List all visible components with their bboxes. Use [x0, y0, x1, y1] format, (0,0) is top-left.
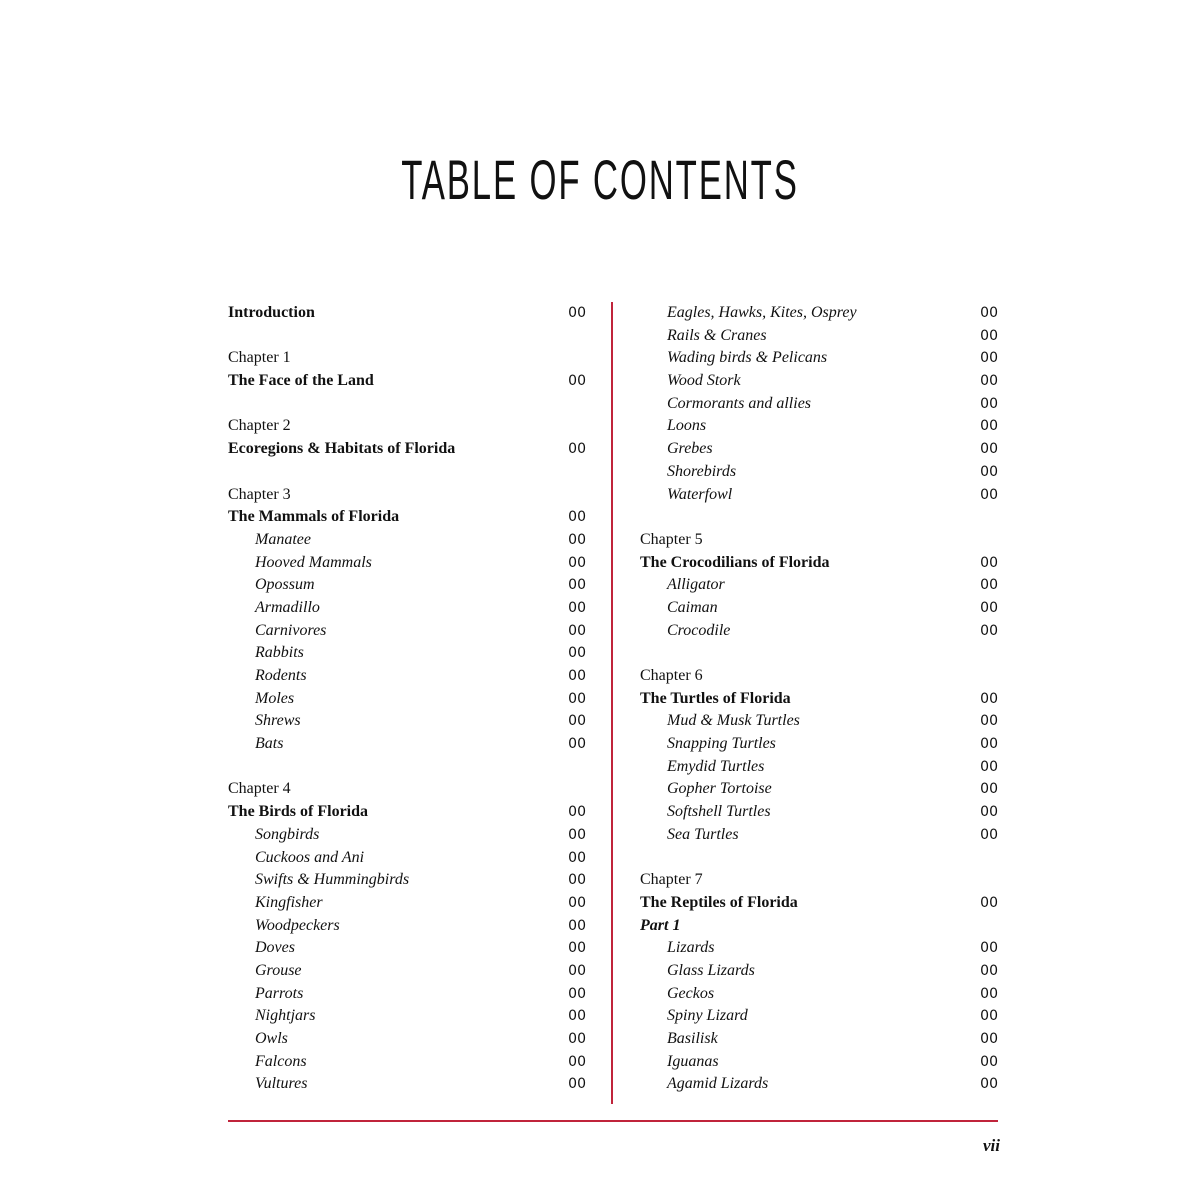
toc-entry[interactable]	[228, 665, 588, 688]
toc-entry-title: Spiny Lizard	[667, 1007, 748, 1025]
toc-entry[interactable]	[640, 325, 1000, 348]
toc-entry-title: Rails & Cranes	[667, 326, 767, 344]
toc-page-number: 00	[980, 758, 998, 775]
toc-page-number: 00	[568, 645, 586, 662]
toc-entry[interactable]	[640, 370, 1000, 393]
toc-entry-title: Ecoregions & Habitats of Florida	[228, 440, 456, 458]
toc-page-number: 00	[980, 894, 998, 911]
toc-entry[interactable]	[640, 484, 1000, 507]
toc-page-number: 00	[568, 554, 586, 571]
toc-entry-title: Swifts & Hummingbirds	[255, 871, 410, 889]
toc-entry-title: Loons	[667, 417, 707, 435]
toc-entry[interactable]	[640, 1051, 1000, 1074]
toc-page-number: 00	[568, 872, 586, 889]
toc-entry-title: Cormorants and allies	[667, 394, 812, 412]
toc-entry-title: Glass Lizards	[667, 961, 755, 979]
toc-entry-title: Lizards	[667, 939, 715, 957]
toc-page-number: 00	[980, 1076, 998, 1093]
toc-entry[interactable]	[228, 1028, 588, 1051]
toc-entry-title: Songbirds	[255, 825, 320, 843]
section-gap	[640, 506, 1000, 529]
toc-entry[interactable]	[640, 733, 1000, 756]
toc-page-number: 00	[980, 713, 998, 730]
toc-page-number: 00	[568, 599, 586, 616]
toc-page-number: 00	[980, 395, 998, 412]
toc-heading[interactable]	[640, 688, 1000, 711]
toc-page-number: 00	[568, 826, 586, 843]
toc-entry[interactable]	[228, 597, 588, 620]
toc-entry-title: Moles	[255, 689, 295, 707]
toc-entry[interactable]	[640, 393, 1000, 416]
toc-entry-title: Wading birds & Pelicans	[667, 349, 828, 367]
toc-page-number: 00	[568, 917, 586, 934]
toc-entry[interactable]	[640, 302, 1000, 325]
toc-entry-title: Crocodile	[667, 621, 731, 639]
toc-entry-title: Owls	[255, 1030, 288, 1047]
toc-entry-title: Opossum	[255, 576, 315, 594]
toc-page-number: 00	[568, 736, 586, 753]
toc-entry-title: Vultures	[255, 1075, 308, 1093]
toc-part-label[interactable]	[640, 915, 1000, 938]
toc-page-number: 00	[568, 305, 586, 321]
toc-page-number: 00	[980, 690, 998, 707]
toc-chapter-label[interactable]	[228, 778, 588, 801]
toc-entry[interactable]	[640, 960, 1000, 983]
toc-entry[interactable]	[228, 983, 588, 1006]
toc-entry[interactable]	[640, 347, 1000, 370]
toc-entry-title: Carnivores	[255, 621, 327, 639]
toc-entry[interactable]	[228, 915, 588, 938]
toc-entry-title: Waterfowl	[667, 485, 733, 503]
toc-page-number: 00	[980, 781, 998, 798]
toc-page-number: 00	[568, 985, 586, 1002]
toc-page-number: 00	[980, 985, 998, 1002]
toc-page-number: 00	[980, 350, 998, 367]
toc-entry-title: The Mammals of Florida	[228, 508, 400, 526]
toc-entry-title: Kingfisher	[255, 893, 323, 911]
toc-entry[interactable]	[228, 620, 588, 643]
toc-right-column	[640, 302, 1000, 1096]
toc-chapter-label[interactable]	[228, 484, 588, 507]
toc-page-number: 00	[980, 622, 998, 639]
toc-entry-title: Softshell Turtles	[667, 803, 771, 821]
toc-heading[interactable]	[640, 892, 1000, 915]
toc-page-number: 00	[980, 373, 998, 390]
toc-entry-title: Chapter 1	[228, 349, 291, 367]
toc-entry-title: Woodpeckers	[255, 916, 340, 934]
toc-entry[interactable]	[228, 1005, 588, 1028]
toc-heading[interactable]	[228, 438, 588, 461]
toc-page-number: 00	[568, 1076, 586, 1093]
toc-entry[interactable]	[640, 574, 1000, 597]
toc-entry-title: Chapter 6	[640, 667, 703, 684]
toc-entry[interactable]	[228, 824, 588, 847]
toc-entry-title: Agamid Lizards	[667, 1075, 769, 1093]
toc-page-number: 00	[980, 577, 998, 594]
toc-page-number: 00	[568, 804, 586, 821]
toc-entry-title: The Turtles of Florida	[640, 689, 791, 707]
toc-entry[interactable]	[228, 642, 588, 665]
toc-page-number: 00	[568, 1031, 586, 1047]
toc-page-number: 00	[980, 940, 998, 957]
column-divider	[611, 302, 613, 1104]
toc-page-number: 00	[568, 962, 586, 979]
toc-page-number: 00	[980, 1008, 998, 1025]
toc-page-number: 00	[568, 1053, 586, 1070]
toc-entry-title: Rabbits	[255, 644, 304, 662]
toc-entry[interactable]	[228, 1073, 588, 1096]
toc-entry[interactable]	[228, 1051, 588, 1074]
toc-entry[interactable]	[228, 710, 588, 733]
toc-entry-title: Parrots	[255, 984, 304, 1002]
toc-page-number: 00	[980, 418, 998, 435]
toc-page-number: 00	[568, 713, 586, 730]
toc-entry[interactable]	[228, 529, 588, 552]
toc-heading[interactable]	[640, 552, 1000, 575]
toc-page-number: 00	[568, 577, 586, 594]
toc-entry-title: Chapter 5	[640, 530, 703, 548]
toc-heading[interactable]	[228, 302, 588, 325]
footer-rule	[228, 1120, 998, 1122]
toc-entry-title: Introduction	[228, 304, 315, 321]
section-gap	[228, 461, 588, 484]
page-title: TABLE OF CONTENTS	[401, 148, 799, 211]
toc-page-number: 00	[568, 509, 586, 526]
toc-entry[interactable]	[228, 960, 588, 983]
toc-page-number: 00	[980, 962, 998, 979]
toc-page-number: 00	[980, 1053, 998, 1070]
toc-page-number: 00	[980, 441, 998, 458]
toc-page-number: 00	[568, 373, 586, 390]
toc-entry-title: Cuckoos and Ani	[255, 848, 365, 866]
section-gap	[640, 847, 1000, 870]
toc-page-number: 00	[568, 849, 586, 866]
toc-entry[interactable]	[640, 620, 1000, 643]
toc-entry[interactable]	[640, 415, 1000, 438]
toc-entry[interactable]	[640, 710, 1000, 733]
toc-entry-title: Mud & Musk Turtles	[667, 712, 800, 730]
toc-entry[interactable]	[640, 438, 1000, 461]
toc-page-number: 00	[980, 486, 998, 503]
toc-page-number: 00	[980, 736, 998, 753]
toc-entry-title: The Reptiles of Florida	[640, 893, 798, 911]
toc-entry[interactable]	[228, 552, 588, 575]
toc-entry-title: Chapter 2	[228, 417, 291, 435]
toc-chapter-label[interactable]	[228, 415, 588, 438]
toc-entry-title: Shorebirds	[667, 462, 737, 480]
toc-page-number: 00	[568, 894, 586, 911]
section-gap	[640, 642, 1000, 665]
toc-heading[interactable]	[228, 801, 588, 824]
toc-entry[interactable]	[640, 778, 1000, 801]
toc-entry-title: Part 1	[640, 916, 681, 934]
toc-page-number: 00	[568, 668, 586, 684]
toc-entry-title: Alligator	[667, 576, 725, 594]
toc-page-number: 00	[980, 826, 998, 843]
toc-page-number: 00	[568, 690, 586, 707]
toc-entry[interactable]	[640, 801, 1000, 824]
toc-page-number: 00	[980, 463, 998, 480]
toc-entry-title: Doves	[255, 939, 295, 957]
toc-page-number: 00	[980, 804, 998, 821]
toc-page-number: 00	[980, 327, 998, 344]
toc-entry[interactable]	[640, 824, 1000, 847]
toc-page-number: 00	[568, 1008, 586, 1025]
toc-entry[interactable]	[640, 461, 1000, 484]
toc-page-number: 00	[568, 531, 586, 548]
toc-entry-title: Gopher Tortoise	[667, 780, 772, 798]
toc-heading[interactable]	[228, 370, 588, 393]
toc-entry-title: Bats	[255, 735, 284, 753]
toc-entry[interactable]	[640, 983, 1000, 1006]
toc-page-number: 00	[980, 599, 998, 616]
toc-chapter-label[interactable]	[640, 869, 1000, 892]
toc-entry-title: Falcons	[255, 1052, 307, 1070]
toc-entry-title: Shrews	[255, 712, 301, 730]
toc-heading[interactable]	[228, 506, 588, 529]
toc-chapter-label[interactable]	[640, 529, 1000, 552]
toc-entry[interactable]	[228, 574, 588, 597]
toc-entry-title: Wood Stork	[667, 372, 741, 390]
toc-page-number: 00	[980, 305, 998, 321]
toc-entry-title: Rodents	[255, 667, 307, 684]
toc-entry-title: The Crocodilians of Florida	[640, 553, 830, 571]
toc-entry[interactable]	[228, 869, 588, 892]
toc-entry-title: Nightjars	[255, 1007, 316, 1025]
toc-entry-title: Chapter 4	[228, 780, 291, 798]
toc-entry[interactable]	[640, 1005, 1000, 1028]
toc-entry-title: Grebes	[667, 440, 713, 458]
toc-chapter-label[interactable]	[228, 347, 588, 370]
toc-page-number: 00	[980, 1031, 998, 1047]
toc-page-number: 00	[568, 441, 586, 458]
page-number: vii	[983, 1136, 1000, 1155]
section-gap	[228, 325, 588, 348]
toc-entry-title: Eagles, Hawks, Kites, Osprey	[667, 304, 857, 321]
toc-entry-title: The Birds of Florida	[228, 803, 369, 821]
toc-entry-title: Manatee	[255, 530, 311, 548]
toc-entry-title: Iguanas	[667, 1052, 719, 1070]
toc-entry-title: Chapter 3	[228, 485, 291, 503]
toc-page-number: 00	[568, 622, 586, 639]
toc-left-column	[228, 302, 588, 1096]
toc-entry[interactable]	[228, 937, 588, 960]
toc-entry-title: Armadillo	[255, 598, 320, 616]
toc-entry[interactable]	[640, 756, 1000, 779]
toc-entry-title: Grouse	[255, 961, 302, 979]
toc-entry[interactable]	[228, 847, 588, 870]
toc-entry[interactable]	[640, 597, 1000, 620]
toc-entry[interactable]	[228, 733, 588, 756]
toc-entry[interactable]	[228, 892, 588, 915]
toc-entry-title: Hooved Mammals	[255, 553, 372, 571]
toc-entry-title: Snapping Turtles	[667, 735, 776, 753]
toc-entry[interactable]	[640, 937, 1000, 960]
toc-entry[interactable]	[640, 1028, 1000, 1051]
toc-entry-title: Basilisk	[667, 1030, 718, 1047]
toc-entry[interactable]	[228, 688, 588, 711]
toc-entry-title: Emydid Turtles	[667, 757, 765, 775]
toc-entry-title: Chapter 7	[640, 871, 703, 889]
toc-entry-title: Geckos	[667, 984, 715, 1002]
toc-page-number: 00	[568, 940, 586, 957]
toc-entry-title: Caiman	[667, 598, 718, 616]
section-gap	[228, 756, 588, 779]
section-gap	[228, 393, 588, 416]
toc-entry-title: The Face of the Land	[228, 372, 374, 390]
toc-entry[interactable]	[640, 1073, 1000, 1096]
toc-chapter-label[interactable]	[640, 665, 1000, 688]
toc-entry-title: Sea Turtles	[667, 825, 739, 843]
toc-page-number: 00	[980, 554, 998, 571]
